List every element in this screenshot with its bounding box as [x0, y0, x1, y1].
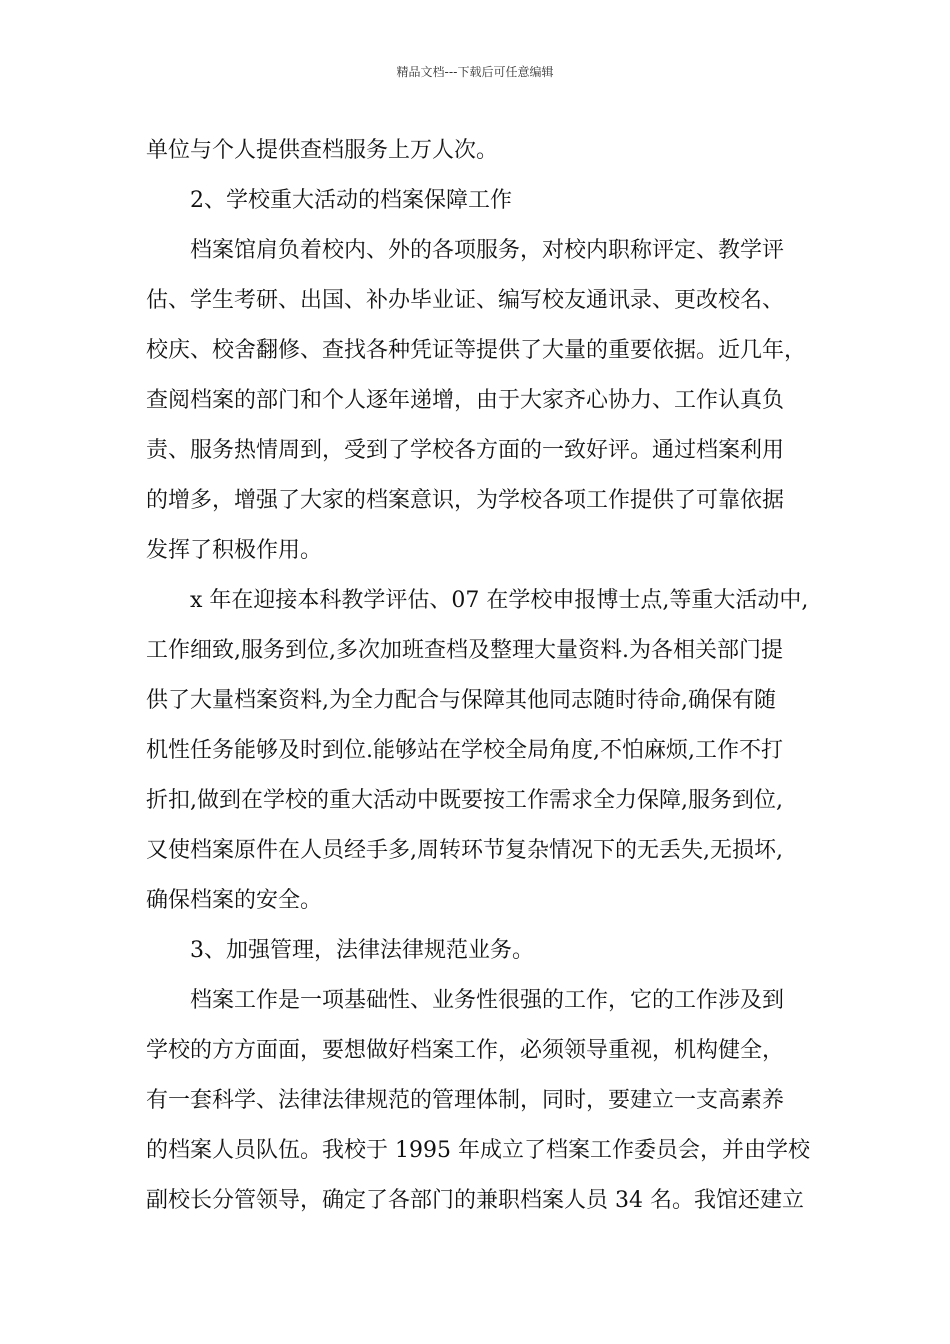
text-line: 又使档案原件在人员经手多,周转环节复杂情况下的无丢失,无损坏,	[146, 838, 783, 863]
text-line: 责、服务热情周到，受到了学校各方面的一致好评。通过档案利用	[146, 438, 785, 463]
section-heading: 3、加强管理，法律法律规范业务。	[190, 938, 534, 963]
text-line: 的增多，增强了大家的档案意识，为学校各项工作提供了可靠依据	[146, 488, 785, 513]
text-line: 档案馆肩负着校内、外的各项服务，对校内职称评定、教学评	[190, 238, 785, 263]
text-line: 机性任务能够及时到位.能够站在学校全局角度,不怕麻烦,工作不打	[146, 738, 783, 763]
text-line: 校庆、校舍翻修、查找各种凭证等提供了大量的重要依据。近几年，	[146, 338, 807, 363]
text-line: 工作细致,服务到位,多次加班查档及整理大量资料.为各相关部门提	[146, 638, 783, 663]
text-line: 折扣,做到在学校的重大活动中既要按工作需求全力保障,服务到位,	[146, 788, 783, 813]
text-line: 副校长分管领导，确定了各部门的兼职档案人员 34 名。我馆还建立	[146, 1188, 804, 1213]
text-line: 有一套科学、法律法律规范的管理体制，同时，要建立一支高素养	[146, 1088, 785, 1113]
text-line: 供了大量档案资料,为全力配合与保障其他同志随时待命,确保有随	[146, 688, 776, 713]
text-line: 查阅档案的部门和个人逐年递增，由于大家齐心协力、工作认真负	[146, 388, 785, 413]
text-line: 学校的方方面面，要想做好档案工作，必须领导重视，机构健全，	[146, 1038, 785, 1063]
document-body	[146, 126, 818, 1226]
text-line: x 年在迎接本科教学评估、07 在学校申报博士点,等重大活动中,	[190, 588, 809, 613]
section-heading: 2、学校重大活动的档案保障工作	[190, 188, 512, 213]
text-line: 确保档案的安全。	[146, 888, 323, 913]
text-line: 的档案人员队伍。我校于 1995 年成立了档案工作委员会，并由学校	[146, 1138, 810, 1163]
text-line: 档案工作是一项基础性、业务性很强的工作，它的工作涉及到	[190, 988, 785, 1013]
text-line: 发挥了积极作用。	[146, 538, 323, 563]
text-line: 单位与个人提供查档服务上万人次。	[146, 138, 499, 163]
page-header: 精品文档---下载后可任意编辑	[396, 65, 554, 79]
text-line: 估、学生考研、出国、补办毕业证、编写校友通讯录、更改校名、	[146, 288, 785, 313]
